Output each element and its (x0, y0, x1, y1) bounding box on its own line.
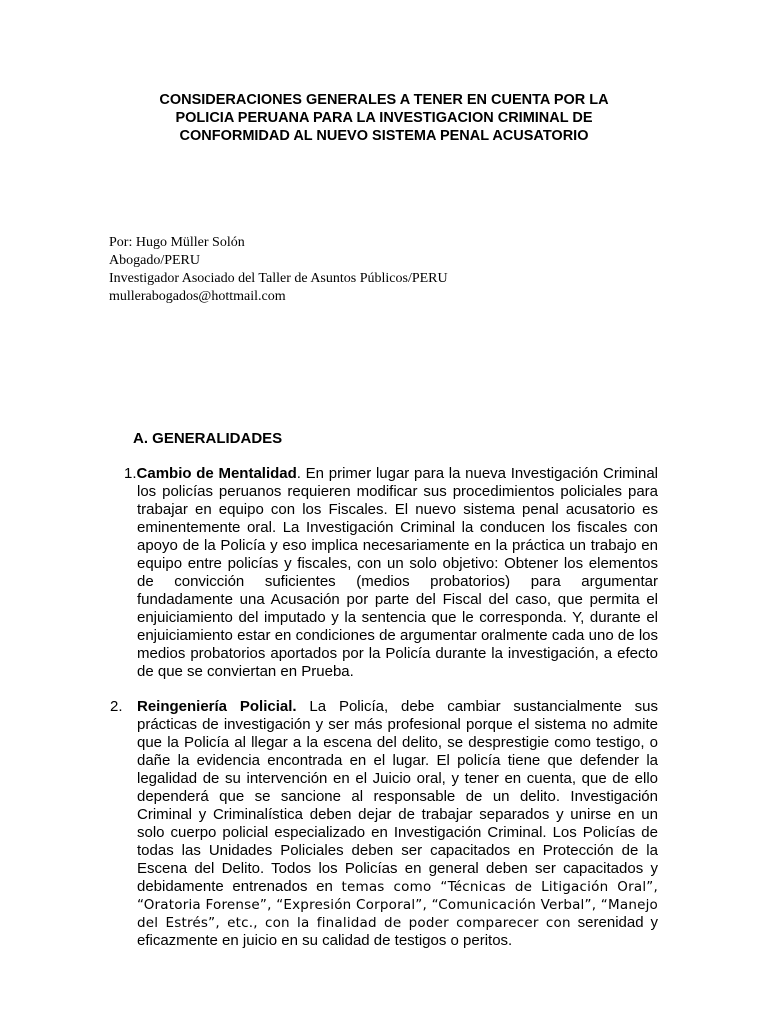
author-affiliation: Investigador Asociado del Taller de Asuntos Públicos/PERU (109, 271, 448, 286)
list-item-2-text: La Policía, debe cambiar sustancialmente sus prácticas de investigación y ser más profesional porque el sistema no admite que la Policía al llegar a la escena del delito, se desprestigie como testigo, o dañe la evidencia encontrada en el lugar. El policía tiene que defender la legalidad de su intervención en el Juicio oral, y tener en cuenta, que de ello dependerá que se sancione al responsable de un delito. Investigación Criminal y Criminalística deben dejar de trabajar separados y unirse en un solo cuerpo policial especializado en Investigación Criminal. Los Policías de todas las Unidades Policiales deben ser capacitados en Protección de la Escena del Delito. Todos los Policías en general deben ser capacitados y debidamente entrenados en (137, 698, 658, 895)
list-item-2-body (110, 698, 658, 950)
title-line-1: CONSIDERACIONES GENERALES A TENER EN CUENTA POR LA (159, 92, 609, 108)
list-item-2-lead: Reingeniería Policial. (137, 698, 297, 715)
list-item-2-text-alt: temas como “Técnicas de Litigación Oral”, “Oratoria Forense”, “Expresión Corporal”, “Comunicación Verbal”, “Manejo del Estrés”, etc., con la finalidad de poder comparecer con (137, 879, 658, 931)
title-line-2: POLICIA PERUANA PARA LA INVESTIGACION CRIMINAL DE (175, 110, 593, 126)
list-item-2-text-end: serenidad y eficazmente en juicio en su calidad de testigos o peritos. (137, 914, 658, 949)
author-role: Abogado/PERU (109, 253, 200, 268)
author-name: Por: Hugo Müller Solón (109, 235, 245, 250)
section-heading: A. GENERALIDADES (133, 430, 283, 447)
list-item-1-text: . En primer lugar para la nueva Investigación Criminal los policías peruanos requieren modificar sus procedimientos policiales para trabajar en equipo con los Fiscales. El nuevo sistema penal acusatorio es eminentemente oral. La Investigación Criminal la conducen los fiscales con apoyo de la Policía y eso implica necesariamente en la práctica un trabajo en equipo entre policías y fiscales, con un solo objetivo: Obtener los elementos de convicción suficientes (medios probatorios) para argumentar fundadamente una Acusación por parte del Fiscal del caso, que permita el enjuiciamiento del imputado y la sentencia que le corresponda. Y, durante el enjuiciamiento estar en condiciones de argumentar oralmente cada uno de los medios probatorios aportados por la Policía durante la investigación, a efecto de que se conviertan en Prueba. (137, 465, 658, 680)
document-title (120, 91, 648, 145)
list-item-2-number: 2. (110, 698, 123, 715)
list-item-1 (110, 465, 658, 681)
author-block (109, 234, 448, 306)
list-item-2 (110, 698, 658, 950)
title-line-3: CONFORMIDAD AL NUEVO SISTEMA PENAL ACUSATORIO (179, 128, 589, 144)
list-item-1-lead: Cambio de Mentalidad (136, 465, 297, 482)
author-email: mullerabogados@hottmail.com (109, 289, 286, 304)
list-item-1-number: 1. (124, 465, 137, 482)
list-item-1-body (110, 465, 658, 681)
